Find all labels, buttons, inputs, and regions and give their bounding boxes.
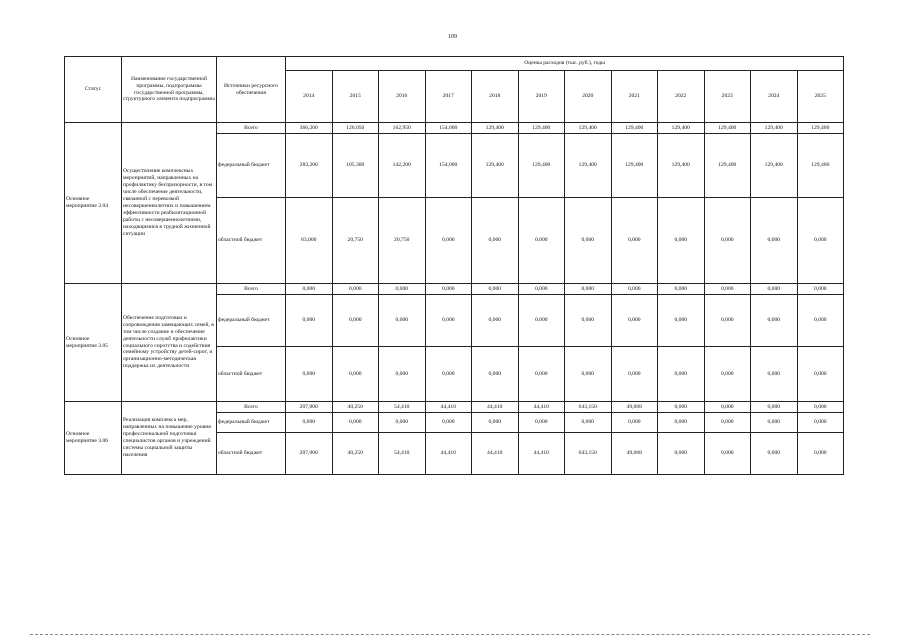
value-cell: 129,400 [797, 123, 844, 134]
value-cell: 0,000 [797, 433, 844, 475]
source-cell: федеральный бюджет [217, 295, 286, 347]
value-cell: 0,000 [797, 284, 844, 295]
value-cell: 0,000 [704, 347, 751, 402]
value-cell: 0,000 [518, 347, 565, 402]
value-cell: 207,000 [286, 433, 333, 475]
value-cell: 0,000 [704, 295, 751, 347]
header-year: 2014 [286, 71, 333, 123]
value-cell: 129,400 [751, 123, 798, 134]
value-cell: 0,000 [658, 198, 705, 284]
header-year: 2023 [704, 71, 751, 123]
value-cell: 129,400 [518, 123, 565, 134]
value-cell: 0,000 [704, 402, 751, 413]
value-cell: 0,000 [704, 433, 751, 475]
value-cell: 643,150 [565, 433, 612, 475]
value-cell: 40,250 [332, 433, 379, 475]
value-cell: 44,410 [425, 402, 472, 413]
value-cell: 129,400 [472, 123, 519, 134]
footer-rule [30, 634, 870, 635]
value-cell: 0,000 [332, 413, 379, 433]
value-cell: 0,000 [425, 198, 472, 284]
value-cell: 0,000 [425, 284, 472, 295]
value-cell: 0,000 [332, 347, 379, 402]
header-year: 2022 [658, 71, 705, 123]
value-cell: 0,000 [565, 413, 612, 433]
header-year: 2017 [425, 71, 472, 123]
value-cell: 0,000 [379, 284, 426, 295]
value-cell: 0,000 [704, 284, 751, 295]
value-cell: 20,750 [379, 198, 426, 284]
value-cell: 283,200 [286, 134, 333, 198]
value-cell: 129,400 [611, 134, 658, 198]
header-row-1 [65, 57, 844, 71]
value-cell: 0,000 [751, 433, 798, 475]
value-cell: 0,000 [379, 295, 426, 347]
value-cell: 0,000 [658, 402, 705, 413]
value-cell: 0,000 [286, 295, 333, 347]
value-cell: 0,000 [658, 347, 705, 402]
value-cell: 49,068 [611, 433, 658, 475]
value-cell: 129,400 [797, 134, 844, 198]
status-cell: Основное мероприятие 3.06 [65, 402, 122, 475]
value-cell: 0,000 [751, 284, 798, 295]
value-cell: 154,000 [425, 123, 472, 134]
value-cell: 0,000 [751, 413, 798, 433]
value-cell: 0,000 [472, 295, 519, 347]
value-cell: 0,000 [704, 198, 751, 284]
value-cell: 154,000 [425, 134, 472, 198]
value-cell: 0,000 [751, 295, 798, 347]
header-year: 2015 [332, 71, 379, 123]
value-cell: 0,000 [611, 413, 658, 433]
value-cell: 20,750 [332, 198, 379, 284]
value-cell: 643,150 [565, 402, 612, 413]
source-cell: Всего [217, 402, 286, 413]
value-cell: 129,400 [565, 123, 612, 134]
source-cell: областной бюджет [217, 433, 286, 475]
value-cell: 129,400 [518, 134, 565, 198]
value-cell: 0,000 [565, 284, 612, 295]
value-cell: 0,000 [286, 284, 333, 295]
value-cell: 129,400 [472, 134, 519, 198]
value-cell: 142,200 [379, 134, 426, 198]
value-cell: 0,000 [658, 413, 705, 433]
header-year: 2021 [611, 71, 658, 123]
value-cell: 126,050 [332, 123, 379, 134]
value-cell: 44,410 [518, 402, 565, 413]
budget-table [64, 56, 844, 475]
measure-name-cell: Обеспечение подготовки и сопровождения замещающих семей, в том числе создание и обеспечение деятельности служб профилактики социального сиротства и содействия семейному устройству детей-сирот, и организационно-методическая поддержка их деятельности [122, 284, 217, 402]
value-cell: 366,200 [286, 123, 333, 134]
header-year: 2025 [797, 71, 844, 123]
value-cell: 0,000 [565, 198, 612, 284]
header-expenses: Оценка расходов (тыс. руб.), годы [286, 57, 844, 71]
value-cell: 0,000 [797, 198, 844, 284]
value-cell: 0,000 [332, 295, 379, 347]
source-cell: федеральный бюджет [217, 134, 286, 198]
value-cell: 207,000 [286, 402, 333, 413]
value-cell: 0,000 [704, 413, 751, 433]
value-cell: 129,400 [565, 134, 612, 198]
value-cell: 129,400 [658, 134, 705, 198]
table-body [65, 123, 844, 475]
value-cell: 0,000 [425, 295, 472, 347]
header-status: Статус [65, 57, 122, 123]
source-cell: Всего [217, 123, 286, 134]
header-year: 2016 [379, 71, 426, 123]
value-cell: 0,000 [751, 347, 798, 402]
value-cell: 0,000 [797, 402, 844, 413]
value-cell: 0,000 [286, 347, 333, 402]
status-cell: Основное мероприятие 3.05 [65, 284, 122, 402]
measure-name-cell: Осуществление комплексных мероприятий, направленных на профилактику беспризорности, в том числе обеспечение деятельности, связанной с перевозкой несовершеннолетних и повышением эффективности реабилитационной работы с несовершеннолетними, находящимися в трудной жизненной ситуации [122, 123, 217, 284]
value-cell: 129,400 [611, 123, 658, 134]
header-year: 2020 [565, 71, 612, 123]
value-cell: 129,400 [751, 134, 798, 198]
value-cell: 0,000 [565, 347, 612, 402]
value-cell: 0,000 [611, 284, 658, 295]
value-cell: 0,000 [658, 295, 705, 347]
value-cell: 105,300 [332, 134, 379, 198]
value-cell: 0,000 [565, 295, 612, 347]
value-cell: 129,400 [704, 134, 751, 198]
value-cell: 0,000 [797, 413, 844, 433]
value-cell: 0,000 [518, 413, 565, 433]
value-cell: 44,410 [472, 433, 519, 475]
value-cell: 0,000 [472, 413, 519, 433]
value-cell: 0,000 [611, 295, 658, 347]
value-cell: 0,000 [611, 347, 658, 402]
value-cell: 83,000 [286, 198, 333, 284]
header-name: Наименование государственной программы, подпрограммы государственной программы, структурного элемента подпрограммы [122, 57, 217, 123]
value-cell: 0,000 [797, 295, 844, 347]
value-cell: 0,000 [658, 284, 705, 295]
value-cell: 0,000 [379, 413, 426, 433]
value-cell: 49,068 [611, 402, 658, 413]
value-cell: 129,400 [704, 123, 751, 134]
value-cell: 0,000 [751, 402, 798, 413]
header-year: 2019 [518, 71, 565, 123]
table-row [65, 123, 844, 134]
value-cell: 0,000 [751, 198, 798, 284]
source-cell: областной бюджет [217, 198, 286, 284]
value-cell: 44,410 [472, 402, 519, 413]
value-cell: 0,000 [518, 295, 565, 347]
value-cell: 54,410 [379, 402, 426, 413]
value-cell: 0,000 [797, 347, 844, 402]
value-cell: 0,000 [472, 284, 519, 295]
table-row [65, 284, 844, 295]
value-cell: 0,000 [286, 413, 333, 433]
value-cell: 162,950 [379, 123, 426, 134]
value-cell: 0,000 [332, 284, 379, 295]
table-row [65, 402, 844, 413]
source-cell: федеральный бюджет [217, 413, 286, 433]
value-cell: 0,000 [658, 433, 705, 475]
measure-name-cell: Реализация комплекса мер, направленных на повышение уровня профессиональной подготовки специалистов органов и учреждений системы социальной защиты населения [122, 402, 217, 475]
value-cell: 0,000 [425, 347, 472, 402]
value-cell: 0,000 [518, 284, 565, 295]
source-cell: областной бюджет [217, 347, 286, 402]
value-cell: 0,000 [472, 347, 519, 402]
page-number: 109 [448, 34, 457, 40]
header-year: 2018 [472, 71, 519, 123]
value-cell: 54,410 [379, 433, 426, 475]
status-cell: Основное мероприятие 3.04 [65, 123, 122, 284]
value-cell: 0,000 [611, 198, 658, 284]
value-cell: 44,410 [425, 433, 472, 475]
value-cell: 0,000 [379, 347, 426, 402]
header-year: 2024 [751, 71, 798, 123]
value-cell: 129,400 [658, 123, 705, 134]
source-cell: Всего [217, 284, 286, 295]
value-cell: 0,000 [518, 198, 565, 284]
value-cell: 44,410 [518, 433, 565, 475]
value-cell: 40,250 [332, 402, 379, 413]
header-source: Источники ресурсного обеспечения [217, 57, 286, 123]
value-cell: 0,000 [425, 413, 472, 433]
value-cell: 0,000 [472, 198, 519, 284]
